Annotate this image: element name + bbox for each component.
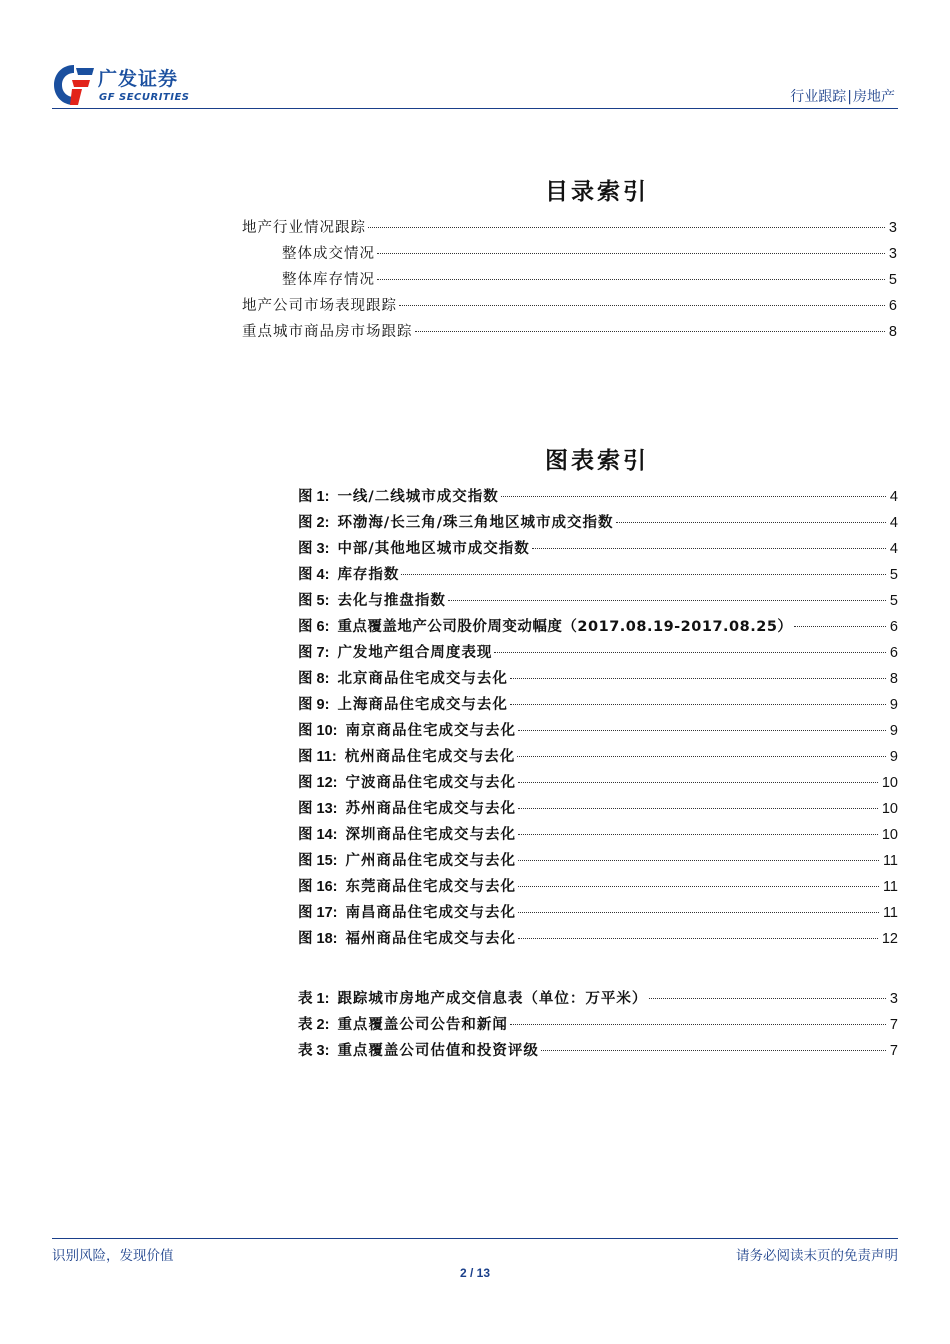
toc-item-page: 3 xyxy=(888,246,898,262)
leader-dots xyxy=(518,860,879,861)
leader-dots xyxy=(518,808,878,809)
table-number: 1: xyxy=(316,991,330,1007)
figure-page: 6 xyxy=(889,645,898,661)
leader-dots xyxy=(518,938,878,939)
sector-label: 房地产 xyxy=(853,89,895,105)
figure-prefix: 图 xyxy=(298,853,313,869)
leader-dots xyxy=(518,782,878,783)
figure-number: 7: xyxy=(316,645,330,661)
figure-label: 库存指数 xyxy=(337,567,400,583)
figure-number: 10: xyxy=(316,723,338,739)
figure-page: 11 xyxy=(882,905,898,921)
figure-page: 12 xyxy=(881,931,898,947)
figure-item[interactable] xyxy=(298,563,898,585)
leader-dots xyxy=(541,1050,886,1051)
leader-dots xyxy=(415,331,885,332)
leader-dots xyxy=(518,912,879,913)
header-divider xyxy=(52,108,898,109)
page-number: 2 / 13 xyxy=(459,1266,491,1280)
figure-item[interactable] xyxy=(298,719,898,741)
figure-label: 苏州商品住宅成交与去化 xyxy=(345,801,516,817)
table-label: 跟踪城市房地产成交信息表（单位：万平米） xyxy=(337,991,648,1007)
leader-dots xyxy=(518,886,879,887)
footer-disclaimer-link[interactable]: 请务必阅读末页的免责声明 xyxy=(736,1248,898,1264)
company-logo xyxy=(52,62,202,112)
leader-dots xyxy=(518,834,878,835)
figure-item[interactable] xyxy=(298,693,898,715)
figure-label: 广发地产组合周度表现 xyxy=(337,645,493,661)
leader-dots xyxy=(401,574,885,575)
figure-label: 深圳商品住宅成交与去化 xyxy=(345,827,516,843)
figures-heading-text: 图表索引 xyxy=(545,447,649,474)
leader-dots xyxy=(377,253,885,254)
figure-prefix: 图 xyxy=(298,567,313,583)
figure-prefix: 图 xyxy=(298,879,313,895)
figure-prefix: 图 xyxy=(298,723,313,739)
logo-english-text: GF SECURITIES xyxy=(99,92,190,103)
figure-item[interactable] xyxy=(298,511,898,533)
figure-item[interactable] xyxy=(298,927,898,949)
leader-dots xyxy=(518,730,886,731)
figure-number: 3: xyxy=(316,541,330,557)
figure-item[interactable] xyxy=(298,537,898,559)
figure-item[interactable] xyxy=(298,797,898,819)
figure-label: 南昌商品住宅成交与去化 xyxy=(345,905,516,921)
figure-item[interactable] xyxy=(298,849,898,871)
toc-item[interactable] xyxy=(282,242,898,264)
figure-item[interactable] xyxy=(298,745,898,767)
figure-page: 11 xyxy=(882,853,898,869)
table-prefix: 表 xyxy=(298,1017,313,1033)
figure-label: 一线/二线城市成交指数 xyxy=(337,489,499,505)
toc-item-label: 重点城市商品房市场跟踪 xyxy=(242,324,413,340)
figure-item[interactable] xyxy=(298,615,898,637)
leader-dots xyxy=(616,522,886,523)
figure-prefix: 图 xyxy=(298,801,313,817)
figure-number: 9: xyxy=(316,697,330,713)
figure-prefix: 图 xyxy=(298,489,313,505)
figure-number: 6: xyxy=(316,619,330,635)
footer-slogan: 识别风险，发现价值 xyxy=(52,1248,174,1264)
figure-label: 东莞商品住宅成交与去化 xyxy=(345,879,516,895)
figure-number: 8: xyxy=(316,671,330,687)
figure-number: 12: xyxy=(316,775,338,791)
figure-prefix: 图 xyxy=(298,697,313,713)
figure-page: 8 xyxy=(889,671,898,687)
figure-number: 16: xyxy=(316,879,338,895)
logo-chinese-text: 广发证券 xyxy=(98,68,179,90)
figure-item[interactable] xyxy=(298,771,898,793)
toc-heading-text: 目录索引 xyxy=(545,178,649,205)
figure-prefix: 图 xyxy=(298,645,313,661)
table-label: 重点覆盖公司估值和投资评级 xyxy=(337,1043,539,1059)
figure-number: 1: xyxy=(316,489,330,505)
figure-page: 11 xyxy=(882,879,898,895)
figure-page: 4 xyxy=(889,541,898,557)
figure-item[interactable] xyxy=(298,485,898,507)
table-number: 2: xyxy=(316,1017,330,1033)
table-page: 7 xyxy=(889,1043,898,1059)
figure-label: 广州商品住宅成交与去化 xyxy=(345,853,516,869)
figure-prefix: 图 xyxy=(298,593,313,609)
footer-divider xyxy=(52,1238,898,1239)
toc-item-label: 整体库存情况 xyxy=(282,272,375,288)
figure-label: 北京商品住宅成交与去化 xyxy=(337,671,508,687)
figure-prefix: 图 xyxy=(298,749,313,765)
table-item[interactable] xyxy=(298,1013,898,1035)
toc-item[interactable] xyxy=(282,268,898,290)
toc-item-page: 3 xyxy=(888,220,898,236)
figure-page: 10 xyxy=(881,827,898,843)
table-item[interactable] xyxy=(298,987,898,1009)
figure-page: 9 xyxy=(889,697,898,713)
figure-item[interactable] xyxy=(298,667,898,689)
leader-dots xyxy=(510,678,886,679)
figure-page: 5 xyxy=(889,567,898,583)
table-item[interactable] xyxy=(298,1039,898,1061)
figure-prefix: 图 xyxy=(298,827,313,843)
category-separator: | xyxy=(847,89,852,105)
toc-item-page: 6 xyxy=(888,298,898,314)
figure-number: 13: xyxy=(316,801,338,817)
leader-dots xyxy=(794,626,886,627)
figure-page: 4 xyxy=(889,515,898,531)
leader-dots xyxy=(448,600,886,601)
figure-page: 4 xyxy=(889,489,898,505)
figure-page: 10 xyxy=(881,775,898,791)
figure-item[interactable] xyxy=(298,641,898,663)
leader-dots xyxy=(399,305,885,306)
leader-dots xyxy=(494,652,885,653)
gf-logo-mark-icon xyxy=(52,62,96,108)
figure-number: 17: xyxy=(316,905,338,921)
figure-number: 4: xyxy=(316,567,330,583)
leader-dots xyxy=(517,756,886,757)
figure-number: 18: xyxy=(316,931,338,947)
toc-item-label: 整体成交情况 xyxy=(282,246,375,262)
figure-label: 重点覆盖地产公司股价周变动幅度（2017.08.19-2017.08.25） xyxy=(337,619,793,635)
leader-dots xyxy=(377,279,885,280)
figure-label: 宁波商品住宅成交与去化 xyxy=(345,775,516,791)
figure-label: 中部/其他地区城市成交指数 xyxy=(337,541,530,557)
toc-item[interactable] xyxy=(242,294,898,316)
figure-page: 9 xyxy=(889,723,898,739)
figure-label: 杭州商品住宅成交与去化 xyxy=(344,749,516,765)
leader-dots xyxy=(649,998,885,999)
table-page: 3 xyxy=(889,991,898,1007)
leader-dots xyxy=(368,227,885,228)
figure-prefix: 图 xyxy=(298,671,313,687)
leader-dots xyxy=(510,704,886,705)
figure-label: 上海商品住宅成交与去化 xyxy=(337,697,508,713)
leader-dots xyxy=(532,548,886,549)
figure-number: 11: xyxy=(316,749,337,765)
figure-page: 10 xyxy=(881,801,898,817)
table-label: 重点覆盖公司公告和新闻 xyxy=(337,1017,508,1033)
figure-prefix: 图 xyxy=(298,619,313,635)
figure-prefix: 图 xyxy=(298,515,313,531)
figure-number: 5: xyxy=(316,593,330,609)
toc-item[interactable] xyxy=(242,320,898,342)
figure-page: 5 xyxy=(889,593,898,609)
table-page: 7 xyxy=(889,1017,898,1033)
figure-prefix: 图 xyxy=(298,931,313,947)
figure-number: 15: xyxy=(316,853,338,869)
figure-label: 福州商品住宅成交与去化 xyxy=(345,931,516,947)
figure-item[interactable] xyxy=(298,875,898,897)
figure-label: 环渤海/长三角/珠三角地区城市成交指数 xyxy=(337,515,614,531)
toc-item-page: 5 xyxy=(888,272,898,288)
table-number: 3: xyxy=(316,1043,330,1059)
figure-page: 6 xyxy=(889,619,898,635)
figure-number: 14: xyxy=(316,827,338,843)
toc-item-page: 8 xyxy=(888,324,898,340)
figure-prefix: 图 xyxy=(298,905,313,921)
table-prefix: 表 xyxy=(298,1043,313,1059)
figure-item[interactable] xyxy=(298,901,898,923)
figure-number: 2: xyxy=(316,515,330,531)
toc-item-label: 地产行业情况跟踪 xyxy=(242,220,366,236)
figure-prefix: 图 xyxy=(298,541,313,557)
figure-label: 去化与推盘指数 xyxy=(337,593,446,609)
report-category xyxy=(790,86,895,106)
figure-prefix: 图 xyxy=(298,775,313,791)
table-prefix: 表 xyxy=(298,991,313,1007)
category-label: 行业跟踪 xyxy=(790,89,847,105)
figure-page: 9 xyxy=(889,749,898,765)
leader-dots xyxy=(510,1024,886,1025)
toc-item[interactable] xyxy=(242,216,898,238)
toc-item-label: 地产公司市场表现跟踪 xyxy=(242,298,397,314)
leader-dots xyxy=(501,496,886,497)
figure-item[interactable] xyxy=(298,823,898,845)
figure-label: 南京商品住宅成交与去化 xyxy=(345,723,516,739)
figure-item[interactable] xyxy=(298,589,898,611)
